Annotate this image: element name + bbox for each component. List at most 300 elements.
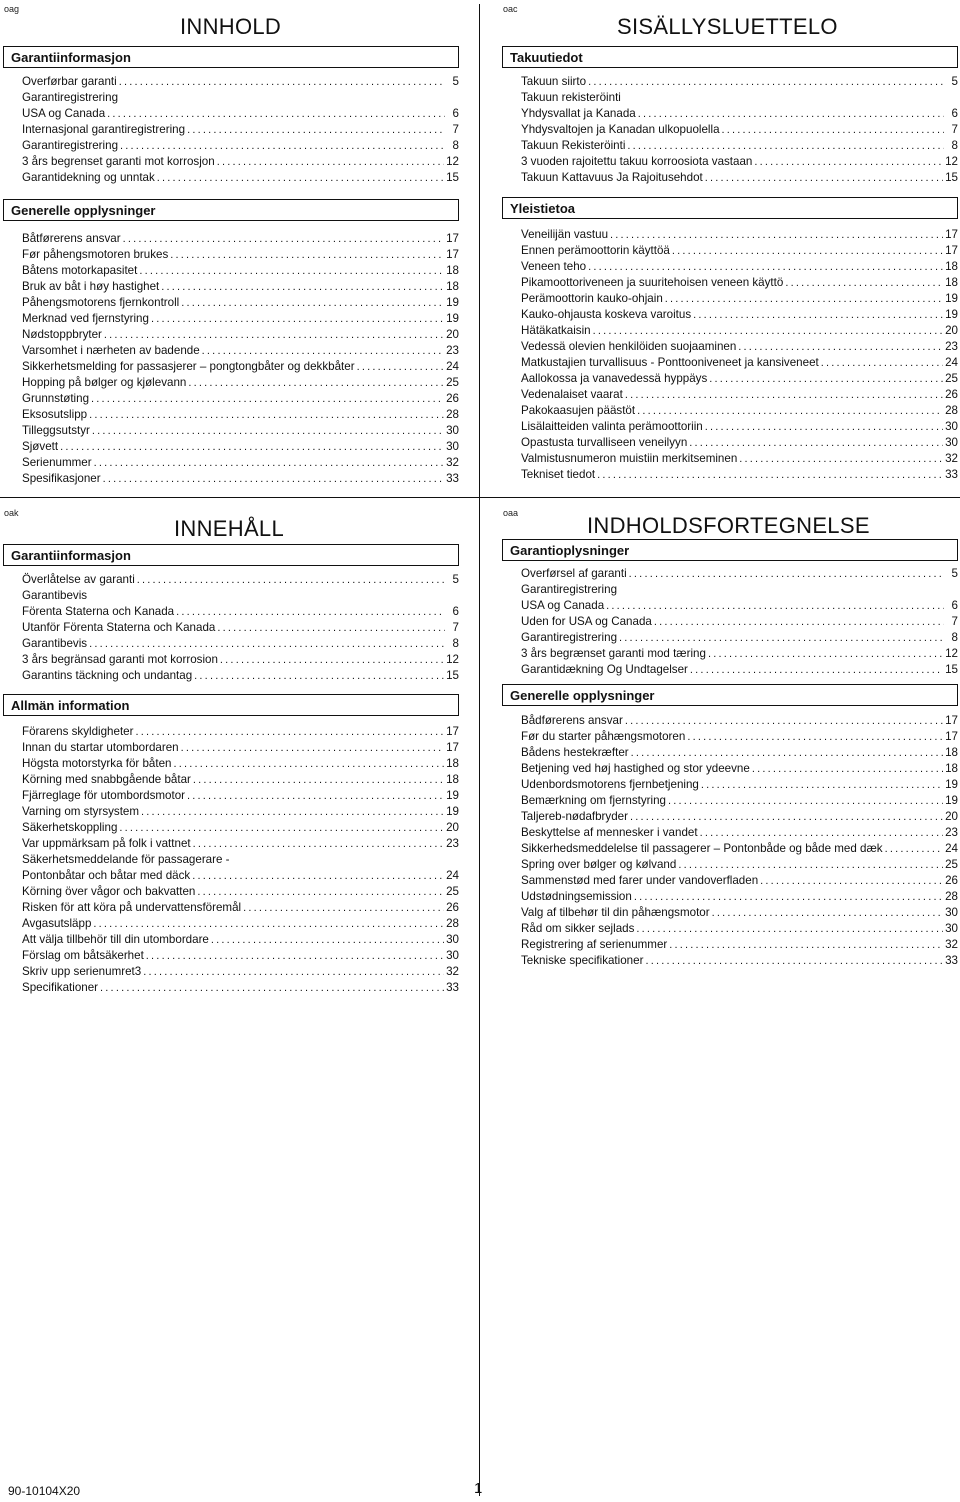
toc-entry-label: Uden for USA og Canada — [521, 615, 652, 628]
toc-entry[interactable] — [521, 371, 958, 387]
toc-entry[interactable] — [521, 291, 958, 307]
toc-entry[interactable] — [521, 323, 958, 339]
dot-leader — [619, 630, 944, 646]
toc-entry-label: Takuun Kattavuus Ja Rajoitusehdot — [521, 171, 703, 184]
toc-entry[interactable] — [521, 451, 958, 467]
toc-entry-label: Spring over bølger og kølvand — [521, 858, 677, 871]
toc-entry-label: Lisälaitteiden valinta perämoottoriin — [521, 420, 703, 433]
dot-leader — [91, 391, 444, 407]
toc-entry[interactable] — [521, 355, 958, 371]
dot-leader — [654, 614, 944, 630]
toc-entry-label: Perämoottorin kauko-ohjain — [521, 292, 663, 305]
dot-leader — [123, 231, 445, 247]
toc-entry-page: 7 — [951, 615, 958, 628]
dot-leader — [141, 804, 444, 820]
toc-entry[interactable] — [521, 745, 958, 761]
toc-entry[interactable] — [22, 884, 459, 900]
toc-entry-label: Säkerhetskoppling — [22, 821, 118, 834]
toc-entry-label: Ennen perämoottorin käyttöä — [521, 244, 670, 257]
toc-entry-label: Overførbar garanti — [22, 75, 117, 88]
dot-leader — [738, 339, 943, 355]
toc-entry-page: 20 — [945, 324, 958, 337]
toc-entry-label: Udstødningsemission — [521, 890, 632, 903]
dot-leader — [194, 668, 444, 684]
toc-entry-page: 23 — [945, 340, 958, 353]
toc-entry-label: Udenbordsmotorens fjernbetjening — [521, 778, 699, 791]
horizontal-divider — [0, 497, 960, 498]
toc-entry-list — [22, 724, 459, 996]
toc-entry-page: 19 — [945, 308, 958, 321]
dot-leader — [705, 170, 943, 186]
toc-entry-label: Bådførerens ansvar — [521, 714, 623, 727]
section-heading: Takuutiedot — [503, 46, 958, 68]
toc-entry-page: 19 — [446, 296, 459, 309]
section-heading: Garantiinformasjon — [4, 544, 459, 566]
toc-entry-label: Overførsel af garanti — [521, 567, 627, 580]
page-number: 1 — [474, 1480, 483, 1497]
dot-leader — [634, 889, 943, 905]
toc-entry-label: Påhengsmotorens fjernkontroll — [22, 296, 180, 309]
toc-entry-page: 6 — [452, 107, 459, 120]
toc-entry[interactable] — [521, 857, 958, 873]
dot-leader — [700, 825, 944, 841]
toc-entry-page: 20 — [446, 328, 459, 341]
dot-leader — [712, 905, 943, 921]
dot-leader — [588, 74, 944, 90]
toc-entry[interactable] — [521, 598, 958, 614]
toc-entry[interactable] — [521, 387, 958, 403]
dot-leader — [638, 106, 944, 122]
toc-entry-page: 7 — [452, 123, 459, 136]
toc-entry[interactable] — [22, 279, 459, 295]
section-heading: Garantiinformasjon — [4, 46, 459, 68]
toc-entry-label: Takuun Rekisteröinti — [521, 139, 626, 152]
language-code: oac — [503, 4, 518, 14]
toc-entry-list — [22, 74, 459, 186]
toc-entry[interactable] — [521, 713, 958, 729]
toc-entry[interactable] — [521, 74, 958, 90]
dot-leader — [687, 729, 943, 745]
toc-entry-page: 30 — [446, 949, 459, 962]
toc-entry-label: Merknad ved fjernstyring — [22, 312, 149, 325]
toc-entry-label: Risken för att köra på undervattensföremål — [22, 901, 242, 914]
toc-entry-label: Valmistusnumeron muistiin merkitseminen — [521, 452, 738, 465]
toc-entry-page: 17 — [446, 248, 459, 261]
dot-leader — [668, 793, 943, 809]
toc-entry-label: Valg af tilbehør til din påhængsmotor — [521, 906, 710, 919]
toc-entry-page: 23 — [446, 837, 459, 850]
toc-entry[interactable] — [22, 247, 459, 263]
toc-entry-page: 12 — [446, 653, 459, 666]
toc-entry-page: 15 — [446, 171, 459, 184]
toc-entry[interactable] — [22, 572, 459, 588]
toc-entry[interactable] — [22, 154, 459, 170]
dot-leader — [135, 724, 444, 740]
toc-entry-page: 24 — [945, 356, 958, 369]
toc-entry[interactable] — [521, 227, 958, 243]
dot-leader — [785, 275, 943, 291]
toc-entry-label: Säkerhetsmeddelande för passagerare - — [22, 853, 230, 866]
toc-entry-label: 3 års begrenset garanti mot korrosjon — [22, 155, 215, 168]
toc-entry-page: 30 — [945, 420, 958, 433]
dot-leader — [357, 359, 445, 375]
toc-entry-label: Fjärreglage för utombordsmotor — [22, 789, 186, 802]
toc-entry-label: Överlåtelse av garanti — [22, 573, 135, 586]
toc-entry[interactable] — [521, 905, 958, 921]
language-code: oag — [4, 4, 20, 14]
language-code: oak — [4, 508, 19, 518]
toc-entry[interactable] — [521, 419, 958, 435]
toc-entry[interactable] — [22, 948, 459, 964]
toc-entry-label: Eksosutslipp — [22, 408, 88, 421]
dot-leader — [157, 170, 444, 186]
toc-entry-page: 8 — [951, 139, 958, 152]
dot-leader — [107, 106, 445, 122]
toc-entry[interactable] — [22, 636, 459, 652]
toc-entry-label: Garantibevis — [22, 589, 88, 602]
dot-leader — [161, 279, 444, 295]
toc-entry-label: Garantidækning Og Undtagelser — [521, 663, 688, 676]
toc-entry[interactable] — [521, 761, 958, 777]
toc-entry-label: Registrering af serienummer — [521, 938, 668, 951]
toc-entry-page: 18 — [945, 746, 958, 759]
toc-entry[interactable] — [521, 793, 958, 809]
section-heading: Yleistietoa — [503, 197, 958, 219]
dot-leader — [174, 756, 445, 772]
toc-entry-page: 18 — [446, 280, 459, 293]
toc-entry-page: 19 — [446, 805, 459, 818]
toc-entry-label: Bådens hestekræfter — [521, 746, 629, 759]
toc-entry-label: Yhdysvallat ja Kanada — [521, 107, 636, 120]
toc-entry[interactable] — [521, 435, 958, 451]
toc-entry[interactable] — [22, 391, 459, 407]
toc-entry-label: Garantibevis — [22, 637, 88, 650]
toc-entry-label: Var uppmärksam på folk i vattnet — [22, 837, 191, 850]
toc-entry[interactable] — [521, 582, 958, 598]
toc-entry-label: Körning med snabbgående båtar — [22, 773, 191, 786]
toc-entry[interactable] — [22, 90, 459, 106]
dot-leader — [645, 953, 943, 969]
toc-entry-label: Spesifikasjoner — [22, 472, 101, 485]
toc-entry-label: Veneen teho — [521, 260, 587, 273]
toc-entry-page: 18 — [945, 762, 958, 775]
toc-entry-page: 26 — [446, 392, 459, 405]
language-code: oaa — [503, 508, 519, 518]
dot-leader — [197, 884, 444, 900]
dot-leader — [187, 122, 445, 138]
toc-entry-page: 25 — [945, 858, 958, 871]
dot-leader — [705, 419, 943, 435]
toc-entry[interactable] — [22, 263, 459, 279]
toc-entry[interactable] — [521, 307, 958, 323]
toc-entry-page: 5 — [452, 573, 459, 586]
toc-entry[interactable] — [521, 953, 958, 969]
toc-entry-page: 17 — [446, 725, 459, 738]
dot-leader — [192, 868, 444, 884]
dot-leader — [139, 263, 444, 279]
dot-leader — [176, 604, 445, 620]
toc-entry-label: Pakokaasujen päästöt — [521, 404, 636, 417]
toc-entry-label: Garantidekning og unntak — [22, 171, 155, 184]
toc-entry[interactable] — [521, 614, 958, 630]
toc-entry[interactable] — [521, 467, 958, 483]
toc-entry-label: Yhdysvaltojen ja Kanadan ulkopuolella — [521, 123, 720, 136]
toc-entry-label: Tekniske specifikationer — [521, 954, 644, 967]
toc-entry-page: 17 — [945, 730, 958, 743]
toc-entry-page: 30 — [446, 424, 459, 437]
toc-entry[interactable] — [22, 588, 459, 604]
toc-entry[interactable] — [521, 889, 958, 905]
toc-entry[interactable] — [521, 729, 958, 745]
dot-leader — [89, 407, 444, 423]
dot-leader — [606, 598, 944, 614]
toc-entry-label: Garantiregistrering — [521, 631, 618, 644]
toc-entry-page: 20 — [945, 810, 958, 823]
toc-panel-oaa — [503, 508, 958, 998]
toc-entry[interactable] — [22, 455, 459, 471]
toc-entry[interactable] — [521, 275, 958, 291]
toc-entry[interactable] — [521, 662, 958, 678]
toc-entry[interactable] — [22, 407, 459, 423]
dot-leader — [672, 243, 943, 259]
toc-entry[interactable] — [521, 566, 958, 582]
toc-entry-label: Varsomhet i nærheten av badende — [22, 344, 200, 357]
dot-leader — [103, 471, 444, 487]
toc-entry[interactable] — [22, 620, 459, 636]
toc-entry[interactable] — [22, 852, 459, 868]
dot-leader — [701, 777, 943, 793]
toc-entry[interactable] — [22, 916, 459, 932]
dot-leader — [94, 455, 445, 471]
dot-leader — [188, 375, 444, 391]
toc-entry[interactable] — [521, 921, 958, 937]
toc-entry[interactable] — [22, 604, 459, 620]
dot-leader — [120, 138, 445, 154]
toc-entry-page: 5 — [951, 75, 958, 88]
toc-entry[interactable] — [22, 423, 459, 439]
toc-entry-label: Betjening ved høj hastighed og stor ydeevne — [521, 762, 750, 775]
toc-title: INDHOLDSFORTEGNELSE — [587, 513, 870, 538]
toc-entry[interactable] — [521, 873, 958, 889]
toc-entry-page: 33 — [446, 981, 459, 994]
toc-entry[interactable] — [22, 668, 459, 684]
toc-entry[interactable] — [521, 138, 958, 154]
section-heading: Garantioplysninger — [503, 539, 958, 561]
toc-entry-page: 18 — [446, 773, 459, 786]
toc-entry-page: 17 — [945, 244, 958, 257]
toc-entry[interactable] — [22, 170, 459, 186]
dot-leader — [678, 857, 943, 873]
dot-leader — [170, 247, 444, 263]
toc-entry-label: Vedessä olevien henkilöiden suojaaminen — [521, 340, 737, 353]
toc-entry[interactable] — [22, 311, 459, 327]
dot-leader — [181, 295, 444, 311]
toc-entry[interactable] — [22, 820, 459, 836]
toc-entry-page: 17 — [446, 232, 459, 245]
toc-entry[interactable] — [521, 630, 958, 646]
toc-entry[interactable] — [22, 375, 459, 391]
toc-entry[interactable] — [521, 259, 958, 275]
toc-entry-page: 15 — [945, 663, 958, 676]
toc-entry[interactable] — [22, 652, 459, 668]
toc-entry-label: Varning om styrsystem — [22, 805, 140, 818]
toc-entry-page: 15 — [446, 669, 459, 682]
toc-entry[interactable] — [521, 841, 958, 857]
toc-entry-label: Att välja tillbehör till din utombordare — [22, 933, 209, 946]
toc-entry[interactable] — [22, 138, 459, 154]
dot-leader — [665, 291, 943, 307]
toc-entry[interactable] — [521, 403, 958, 419]
toc-entry-label: Sammenstød med farer under vandoverfladen — [521, 874, 759, 887]
toc-entry[interactable] — [521, 937, 958, 953]
toc-entry-label: Opastusta turvalliseen veneilyyn — [521, 436, 688, 449]
toc-entry-page: 18 — [446, 757, 459, 770]
toc-entry-page: 28 — [446, 408, 459, 421]
toc-entry-label: Garantiregistrering — [22, 91, 119, 104]
toc-entry[interactable] — [22, 932, 459, 948]
dot-leader — [597, 467, 943, 483]
toc-entry[interactable] — [22, 836, 459, 852]
toc-entry-label: Pikamoottoriveneen ja suuritehoisen veneen käyttö — [521, 276, 784, 289]
dot-leader — [588, 259, 943, 275]
dot-leader — [143, 964, 444, 980]
dot-leader — [669, 937, 943, 953]
toc-entry-label: Sikkerhedsmeddelelse til passagerer – Pontonbåde og både med dæk — [521, 842, 883, 855]
toc-entry[interactable] — [521, 646, 958, 662]
dot-leader — [146, 948, 444, 964]
toc-entry-label: Tekniset tiedot — [521, 468, 596, 481]
toc-entry-label: Takuun rekisteröinti — [521, 91, 621, 104]
toc-entry-page: 30 — [446, 440, 459, 453]
toc-entry[interactable] — [521, 339, 958, 355]
toc-entry[interactable] — [22, 900, 459, 916]
toc-entry-page: 6 — [951, 599, 958, 612]
toc-entry-page: 5 — [452, 75, 459, 88]
toc-entry[interactable] — [521, 106, 958, 122]
toc-entry[interactable] — [22, 964, 459, 980]
dot-leader — [217, 620, 445, 636]
toc-entry-label: Grunnstøting — [22, 392, 90, 405]
toc-entry[interactable] — [22, 295, 459, 311]
toc-entry-label: Veneilijän vastuu — [521, 228, 609, 241]
toc-entry[interactable] — [22, 804, 459, 820]
toc-entry-page: 8 — [452, 637, 459, 650]
toc-entry-page: 18 — [945, 276, 958, 289]
toc-entry[interactable] — [22, 327, 459, 343]
toc-entry-page: 24 — [446, 869, 459, 882]
toc-entry-label: Før du starter påhængsmotoren — [521, 730, 686, 743]
dot-leader — [636, 921, 943, 937]
section-heading: Allmän information — [4, 694, 459, 716]
toc-entry[interactable] — [22, 740, 459, 756]
toc-entry-label: 3 vuoden rajoitettu takuu korroosiota vastaan — [521, 155, 753, 168]
toc-entry-page: 33 — [446, 472, 459, 485]
toc-entry-page: 30 — [446, 933, 459, 946]
toc-entry[interactable] — [22, 471, 459, 487]
toc-entry-label: Internasjonal garantiregistrering — [22, 123, 186, 136]
toc-entry-label: Avgasutsläpp — [22, 917, 92, 930]
dot-leader — [627, 138, 944, 154]
toc-entry-label: Förslag om båtsäkerhet — [22, 949, 144, 962]
dot-leader — [104, 327, 444, 343]
toc-entry-page: 28 — [945, 890, 958, 903]
dot-leader — [181, 740, 444, 756]
toc-entry-page: 23 — [446, 344, 459, 357]
toc-entry[interactable] — [22, 359, 459, 375]
toc-panel-oag — [4, 4, 459, 494]
toc-entry-page: 20 — [446, 821, 459, 834]
toc-entry[interactable] — [22, 231, 459, 247]
dot-leader — [689, 435, 943, 451]
toc-entry-page: 7 — [452, 621, 459, 634]
toc-entry-page: 6 — [452, 605, 459, 618]
toc-entry-list — [521, 74, 958, 186]
dot-leader — [754, 154, 943, 170]
dot-leader — [631, 745, 943, 761]
toc-entry-page: 12 — [945, 155, 958, 168]
toc-entry[interactable] — [22, 980, 459, 996]
toc-title: INNEHÅLL — [174, 516, 284, 541]
toc-entry[interactable] — [22, 868, 459, 884]
toc-entry-label: Beskyttelse af mennesker i vandet — [521, 826, 698, 839]
toc-entry-label: 3 års begrænset garanti mod tæring — [521, 647, 706, 660]
toc-entry-list — [22, 231, 459, 487]
toc-entry-page: 15 — [945, 171, 958, 184]
toc-entry[interactable] — [521, 243, 958, 259]
toc-entry[interactable] — [22, 439, 459, 455]
toc-entry-page: 25 — [446, 376, 459, 389]
toc-entry-label: Förarens skyldigheter — [22, 725, 134, 738]
toc-entry-page: 30 — [945, 922, 958, 935]
toc-entry-label: Taljereb-nødafbryder — [521, 810, 628, 823]
dot-leader — [690, 662, 943, 678]
toc-entry-page: 17 — [446, 741, 459, 754]
toc-entry[interactable] — [521, 90, 958, 106]
toc-entry-label: 3 års begränsad garanti mot korrosion — [22, 653, 218, 666]
toc-entry-label: Utanför Förenta Staterna och Kanada — [22, 621, 216, 634]
toc-entry-page: 25 — [446, 885, 459, 898]
toc-entry-page: 18 — [446, 264, 459, 277]
toc-entry[interactable] — [22, 106, 459, 122]
toc-entry[interactable] — [22, 724, 459, 740]
dot-leader — [119, 820, 444, 836]
toc-entry[interactable] — [521, 154, 958, 170]
dot-leader — [151, 311, 444, 327]
toc-entry-page: 32 — [945, 938, 958, 951]
toc-entry-label: Pontonbåtar och båtar med däck — [22, 869, 191, 882]
toc-entry[interactable] — [22, 756, 459, 772]
dot-leader — [625, 387, 943, 403]
toc-entry[interactable] — [22, 788, 459, 804]
toc-entry[interactable] — [22, 772, 459, 788]
toc-entry[interactable] — [22, 122, 459, 138]
toc-entry[interactable] — [521, 170, 958, 186]
toc-entry-page: 24 — [446, 360, 459, 373]
toc-entry-list — [521, 713, 958, 969]
toc-entry[interactable] — [521, 777, 958, 793]
toc-entry[interactable] — [521, 122, 958, 138]
toc-entry-page: 5 — [951, 567, 958, 580]
toc-entry-label: Specifikationer — [22, 981, 99, 994]
toc-entry-page: 19 — [446, 312, 459, 325]
toc-entry[interactable] — [22, 74, 459, 90]
toc-entry[interactable] — [521, 809, 958, 825]
dot-leader — [93, 916, 444, 932]
toc-entry-page: 33 — [945, 954, 958, 967]
dot-leader — [722, 122, 944, 138]
toc-entry[interactable] — [521, 825, 958, 841]
toc-entry[interactable] — [22, 343, 459, 359]
